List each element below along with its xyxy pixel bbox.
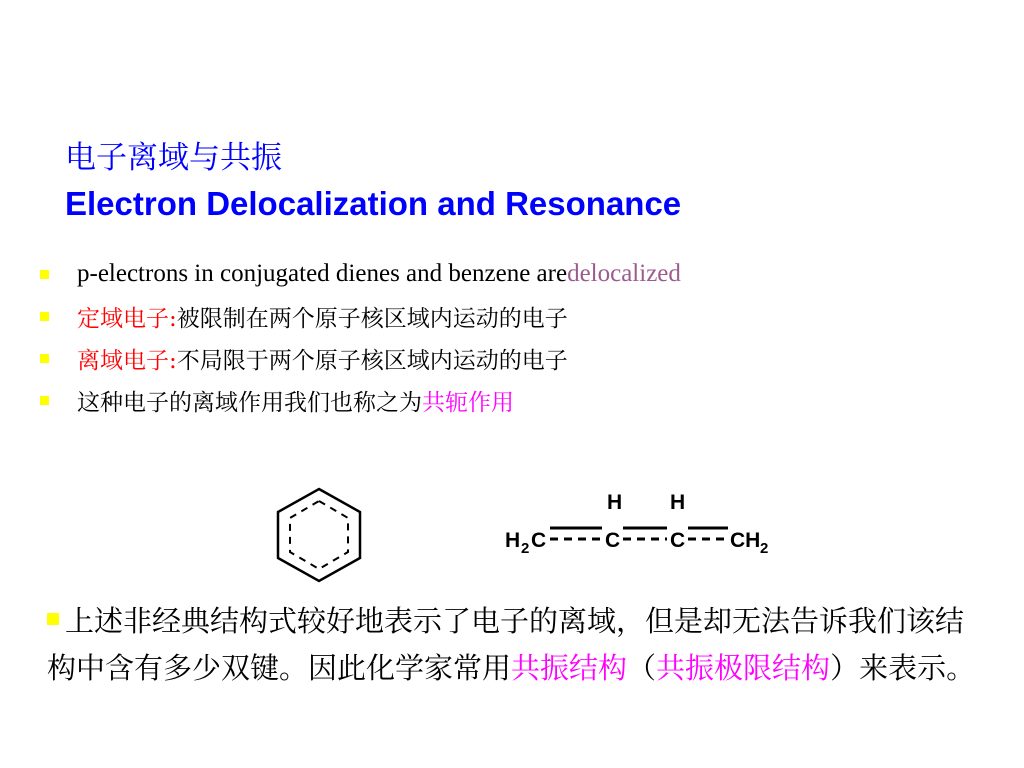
page-title-chinese: 电子离域与共振 <box>65 140 282 176</box>
butadiene-structure <box>505 491 768 557</box>
bullet-square-icon <box>40 270 49 279</box>
bullet-item-localized-electrons <box>40 295 681 337</box>
chemical-structures <box>272 483 812 583</box>
bullet-square-icon <box>40 312 49 321</box>
paragraph-paren: （ <box>627 651 657 685</box>
carbon-label: C <box>531 529 547 552</box>
ch2-right: CH <box>730 529 761 552</box>
bullet-square-icon <box>40 354 49 363</box>
ch2-left-subscript: 2 <box>521 540 530 557</box>
paragraph-text: 上述非经典结构式较好地表示了电子的离域，但是却无法告诉我们该结构中含有多少双键。因此化学家常用 <box>47 604 965 685</box>
bullet-text: 不局限于两个原子核区域内运动的电子 <box>176 347 568 374</box>
bullet-list <box>40 253 681 421</box>
carbon-label: C <box>670 529 686 552</box>
bullet-text: 被限制在两个原子核区域内运动的电子 <box>176 305 568 332</box>
bullet-highlight: 共轭作用 <box>422 389 514 416</box>
ch2-left-h: H <box>505 529 521 552</box>
paragraph-text: 来表示。 <box>859 651 976 685</box>
carbon-label: C <box>605 529 621 552</box>
bullet-item-delocalized-electrons <box>40 337 681 379</box>
benzene-ring-icon <box>278 489 360 581</box>
bullet-term: 离域电子: <box>77 347 177 374</box>
bullet-square-icon <box>40 396 49 405</box>
bullet-text: 这种电子的离域作用我们也称之为 <box>77 389 422 416</box>
page-title-english: Electron Delocalization and Resonance <box>65 185 682 222</box>
bullet-highlight: delocalized <box>567 260 681 287</box>
paragraph-highlight: 共振结构 <box>511 651 628 685</box>
hydrogen-label: H <box>607 491 623 514</box>
hydrogen-label: H <box>670 491 686 514</box>
paragraph-paren: ） <box>830 651 860 685</box>
bond-lines <box>550 528 728 539</box>
summary-paragraph <box>47 598 977 692</box>
bullet-text: p-electrons in conjugated dienes and benzene are <box>77 260 568 287</box>
bullet-square-icon <box>47 613 59 625</box>
bullet-item-conjugation <box>40 379 681 421</box>
ch2-right-subscript: 2 <box>760 540 769 557</box>
paragraph-highlight: 共振极限结构 <box>656 651 831 685</box>
bullet-term: 定域电子: <box>77 305 177 332</box>
bullet-item-delocalized <box>40 253 681 295</box>
